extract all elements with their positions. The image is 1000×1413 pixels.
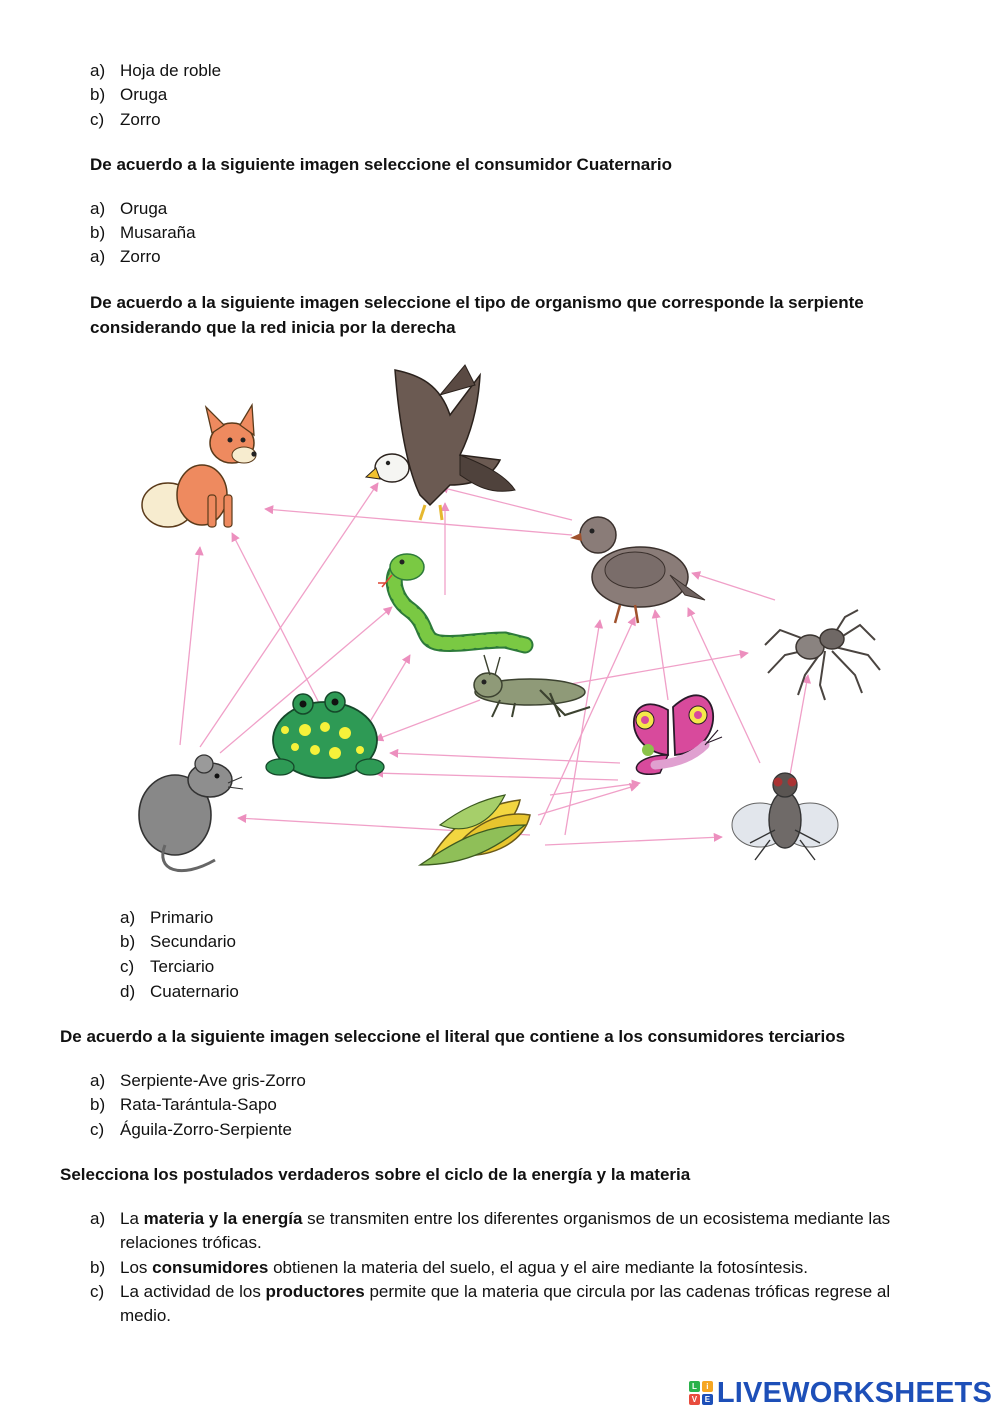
snake-image [378, 554, 525, 645]
logo-text: LIVEWORKSHEETS [716, 1376, 992, 1409]
option-1a[interactable]: a) Hoja de roble [90, 61, 222, 80]
fox-image [142, 405, 257, 527]
option-3d[interactable]: d) Cuaternario [120, 982, 239, 1001]
question-5-title: Selecciona los postulados verdaderos sobre el ciclo de la energía y la materia [60, 1165, 691, 1184]
liveworksheets-logo[interactable] [689, 1376, 992, 1410]
option-2c[interactable]: a) Zorro [90, 247, 161, 266]
spider-image [765, 610, 880, 700]
food-web-illustration [120, 355, 900, 885]
rat-image [139, 755, 243, 871]
butterfly-image [634, 695, 722, 774]
option-1c[interactable]: c) Zorro [90, 110, 161, 129]
fly-image [732, 773, 838, 860]
option-1b[interactable]: b) Oruga [90, 85, 168, 104]
option-2b[interactable]: b) Musaraña [90, 223, 196, 242]
option-5b[interactable]: b) Los consumidores obtienen la materia del suelo, el agua y el aire mediante la fotosíntesis. [90, 1258, 808, 1277]
option-3b[interactable]: b) Secundario [120, 932, 237, 951]
question-2-title: De acuerdo a la siguiente imagen seleccione el consumidor Cuaternario [90, 155, 672, 174]
frog-image [266, 692, 384, 778]
option-5c[interactable]: c) La actividad de los productores permite que la materia que circula por las cadenas tróficas regrese al medio. [90, 1282, 891, 1325]
question-4-title: De acuerdo a la siguiente imagen seleccione el literal que contiene a los consumidores terciarios [60, 1027, 846, 1046]
option-3c[interactable]: c) Terciario [120, 957, 215, 976]
food-web-arrows [180, 483, 808, 845]
option-4c[interactable]: c) Águila-Zorro-Serpiente [90, 1120, 292, 1139]
logo-mark-icon: L i V E [689, 1381, 713, 1405]
option-5a[interactable]: a) La materia y la energía se transmiten entre los diferentes organismos de un ecosistema mediante las relaciones tróficas. [90, 1209, 891, 1252]
bird-image [570, 517, 705, 623]
option-4a[interactable]: a) Serpiente-Ave gris-Zorro [90, 1071, 306, 1090]
option-2a[interactable]: a) Oruga [90, 199, 168, 218]
eagle-image [366, 365, 515, 520]
option-4b[interactable]: b) Rata-Tarántula-Sapo [90, 1095, 277, 1114]
grasshopper-image [474, 655, 590, 717]
question-3-title: De acuerdo a la siguiente imagen seleccione el tipo de organismo que corresponde la serpiente considerando que la red inicia por la derecha [90, 293, 864, 337]
option-3a[interactable]: a) Primario [120, 908, 214, 927]
